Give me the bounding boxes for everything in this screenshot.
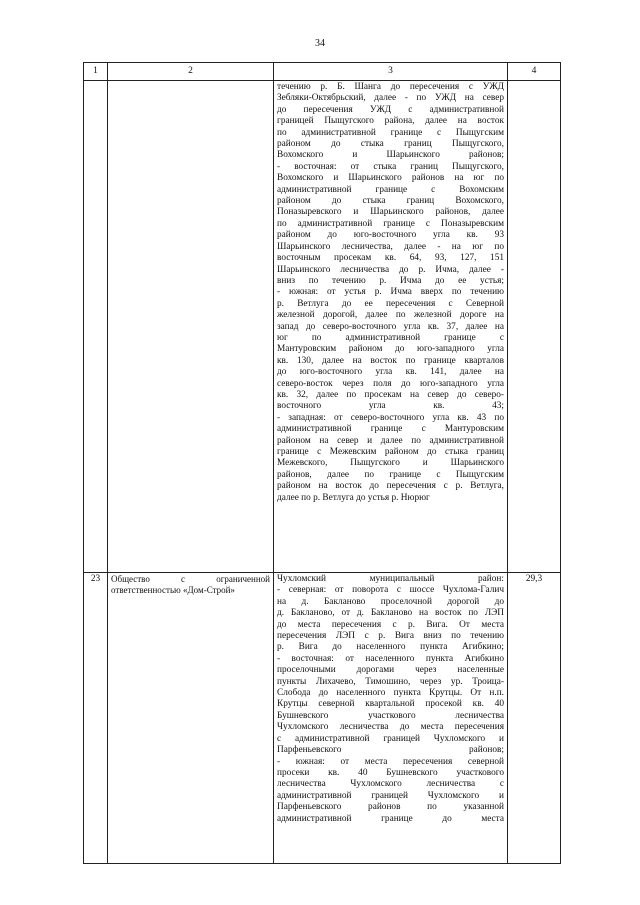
- row-number-cell: 23: [84, 573, 108, 864]
- description-line: административной границей Чухломского и: [277, 790, 504, 801]
- description-line: Шарьинского лесничества, далее - на юг по: [277, 241, 504, 252]
- description-line: до пересечения УЖД с административной: [277, 104, 504, 115]
- area-cell: 29,3: [508, 573, 561, 864]
- description-line: - восточная: от населенного пункта Агибкино: [277, 653, 504, 664]
- column-header-3: 3: [274, 63, 508, 81]
- description-line: границей Пыщугского района, далее на восток: [277, 116, 504, 127]
- description-line: юг по административной границе с: [277, 332, 504, 343]
- description-line: Вохомского и Шарьинского районов;: [277, 150, 504, 161]
- description-line: р. Ветлуга до ее пересечения с Северной: [277, 298, 504, 309]
- description-line: районом на север и далее по административной: [277, 435, 504, 446]
- description-line: - южная: от места пересечения северной: [277, 756, 504, 767]
- description-line: Чухломского лесничества до места пересечения: [277, 722, 504, 733]
- description-line: просеки кв. 40 Бушневского участкового: [277, 767, 504, 778]
- description-line: районов, далее по границе с Пыщугским: [277, 469, 504, 480]
- description-line: до юго-восточного угла кв. 141, далее на: [277, 367, 504, 378]
- description-line: кв. 130, далее на восток по границе кварталов: [277, 355, 504, 366]
- description-line: - северная: от поворота с шоссе Чухлома-Галич: [277, 585, 504, 596]
- table-row: [84, 573, 561, 864]
- description-line: Парфеньевского районов;: [277, 745, 504, 756]
- description-line: административной границе с Мантуровским: [277, 424, 504, 435]
- page-number: 34: [315, 38, 325, 49]
- boundary-description-cell: [274, 573, 508, 864]
- description-line: до места пересечения с р. Вига. От места: [277, 619, 504, 630]
- description-line: с административной границей Чухломского и: [277, 733, 504, 744]
- description-line: районом до юго-восточного угла кв. 93: [277, 230, 504, 241]
- description-line: по административной границе с Поназыревским: [277, 218, 504, 229]
- table-header-row: [84, 63, 561, 81]
- description-line: Поназыревского и Шарьинского районов, далее: [277, 207, 504, 218]
- description-line: вниз по течению р. Ичма до ее устья;: [277, 275, 504, 286]
- column-header-1: 1: [84, 63, 108, 81]
- description-line: - восточная: от стыка границ Пыщугского,: [277, 161, 504, 172]
- description-line: Бушневского участкового лесничества: [277, 710, 504, 721]
- description-line: Межевского, Пыщугского и Шарьинского: [277, 458, 504, 469]
- description-line: Зебляки-Октябрьский, далее - по УЖД на север: [277, 93, 504, 104]
- description-line: на д. Бакланово проселочной дорогой до: [277, 596, 504, 607]
- description-line: восточного угла кв. 43;: [277, 401, 504, 412]
- description-line: Слобода до населенного пункта Крутцы. От н.п.: [277, 688, 504, 699]
- boundary-description-cell: [274, 81, 508, 573]
- boundaries-table: [83, 62, 561, 864]
- description-line: границе с Межевским районом до стыка границ: [277, 447, 504, 457]
- column-header-4: 4: [508, 63, 561, 81]
- description-line: районом до стыка границ Пыщугского,: [277, 139, 504, 150]
- description-line: районом на восток до пересечения с р. Ветлуга,: [277, 481, 504, 492]
- description-line: административной границе до места: [277, 813, 504, 824]
- description-line: Вохомского и Шарьинского районов на юг по: [277, 173, 504, 184]
- description-line: Шарьинского лесничества до р. Ичма, далее -: [277, 264, 504, 275]
- description-line: пересечения ЛЭП с р. Вига вниз по течению: [277, 631, 504, 642]
- description-line: восточным просекам кв. 64, 93, 127, 151: [277, 253, 504, 264]
- description-line: железной дорогой, далее по железной дороге на: [277, 310, 504, 321]
- description-line: Мантуровским районом до юго-западного угла: [277, 344, 504, 355]
- organization-line: ответственностью «Дом-Строй»: [111, 585, 235, 596]
- description-line: районом до стыка границ Вохомского,: [277, 196, 504, 207]
- description-line: далее по р. Ветлуга до устья р. Нюрюг: [277, 492, 430, 503]
- table-row: [84, 81, 561, 573]
- column-header-2: 2: [108, 63, 274, 81]
- description-line: северо-восток через поля до юго-западного угла: [277, 378, 504, 389]
- description-line: течению р. Б. Шанга до пересечения с УЖД: [277, 82, 504, 92]
- description-line: Парфеньевского районов по указанной: [277, 802, 504, 813]
- row-number-cell: [84, 81, 108, 573]
- description-line: проселочными дорогами через населенные: [277, 665, 504, 676]
- description-line: кв. 32, далее по просекам на север до северо-: [277, 389, 504, 400]
- description-line: пункты Лихачево, Тимошино, через ур. Троица-: [277, 676, 504, 687]
- organization-cell: [108, 573, 274, 864]
- description-line: по административной границе с Пыщугским: [277, 127, 504, 138]
- description-line: - южная: от устья р. Ичма вверх по течению: [277, 287, 504, 298]
- description-line: Чухломский муниципальный район:: [277, 574, 504, 584]
- description-line: запад до северо-восточного угла кв. 37, далее на: [277, 321, 504, 332]
- organization-line: Общество с ограниченной: [111, 574, 270, 584]
- description-line: д. Бакланово, от д. Бакланово на восток по ЛЭП: [277, 608, 504, 619]
- description-line: р. Вига до населенного пункта Агибкино;: [277, 642, 504, 653]
- organization-cell: [108, 81, 274, 573]
- description-line: лесничества Чухломского лесничества с: [277, 779, 504, 790]
- description-line: - западная: от северо-восточного угла кв. 43 по: [277, 412, 504, 423]
- description-line: административной границе с Вохомским: [277, 184, 504, 195]
- description-line: Крутцы северной квартальной просекой кв. 40: [277, 699, 504, 710]
- area-cell: [508, 81, 561, 573]
